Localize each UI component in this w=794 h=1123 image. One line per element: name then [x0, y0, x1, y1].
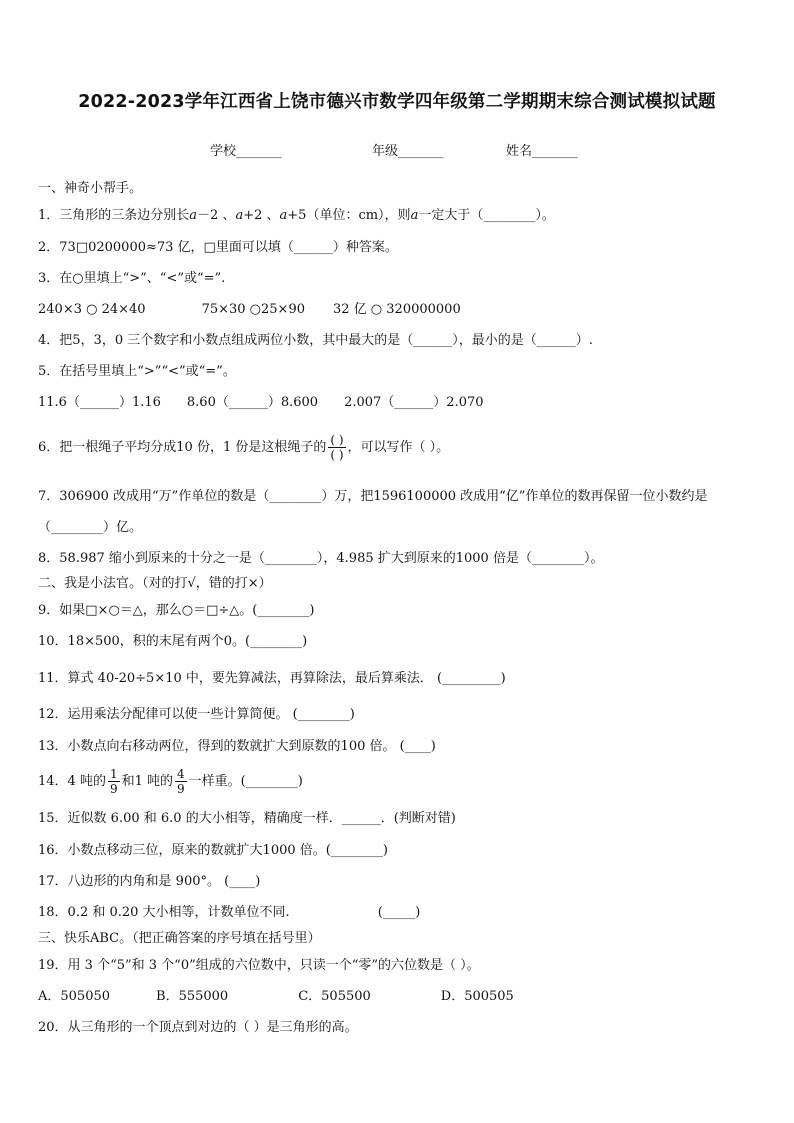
question-10: 10．18×500，积的末尾有两个0。(________)	[38, 634, 308, 649]
question-19-options	[38, 989, 514, 1005]
question-9: 9．如果□×○＝△，那么○＝□÷△。(________)	[38, 603, 315, 618]
section-heading-1: 一、神奇小帮手。	[38, 181, 143, 196]
question-5: 5．在括号里填上“>”“<”或“=”。	[38, 364, 236, 379]
question-4: 4．把5，3，0 三个数字和小数点组成两位小数，其中最大的是（______），最小的是（______）.	[38, 333, 593, 348]
q3-item-a: 240×3 ○ 24×40	[38, 302, 146, 317]
grade-field: 年级_______	[372, 144, 444, 159]
option-a: A．505050	[38, 989, 111, 1004]
question-16: 16．小数点移动三位，原来的数就扩大1000 倍。(________)	[38, 843, 388, 858]
section-heading-2: 二、我是小法官。（对的打√，错的打×）	[38, 576, 272, 591]
question-13: 13．小数点向右移动两位，得到的数就扩大到原数的100 倍。 (____)	[38, 739, 436, 754]
q5-item-b: 8.60（______）8.600	[186, 395, 319, 410]
question-19: 19．用 3 个“5”和 3 个“0”组成的六位数中，只读一个“零”的六位数是（ ）。	[38, 958, 480, 973]
fraction-four-ninths: $\frac{4}{9}$	[177, 767, 185, 796]
question-15: 15．近似数 6.00 和 6.0 的大小相等，精确度一样．______．(判断对错)	[38, 811, 456, 826]
option-b: B．555000	[156, 989, 229, 1004]
question-5-row	[38, 395, 484, 411]
question-3: 3．在○里填上“>”、“<”或“=”.	[38, 271, 226, 286]
option-d: D．500505	[440, 989, 514, 1004]
question-6: 6．把一根绳子平均分成10 份，1 份是这根绳子的 $\frac{( )}{( )}$ ，可以写作（ ）。	[38, 433, 450, 462]
question-7-line-1: 7．306900 改成用“万”作单位的数是（________）万，把1596100000 改成用“亿”作单位的数再保留一位小数约是	[38, 489, 708, 504]
question-20: 20．从三角形的一个顶点到对边的（ ）是三角形的高。	[38, 1020, 358, 1035]
fraction-one-ninth: $\frac{1}{9}$	[109, 767, 118, 796]
question-7-line-2: （________）亿。	[38, 520, 143, 535]
question-12: 12．运用乘法分配律可以使一些计算简便。 (________)	[38, 707, 355, 722]
question-8: 8．58.987 缩小到原来的十分之一是（________），4.985 扩大到原来的1000 倍是（________）。	[38, 551, 604, 566]
question-1: 1．三角形的三条边分别长a－2 、a+2 、a+5（单位：cm），则a一定大于（________）。	[38, 208, 555, 223]
q3-item-b: 75×30 ○25×90	[201, 302, 305, 317]
question-2: 2．73□0200000≈73 亿，□里面可以填（______）种答案。	[38, 240, 398, 255]
question-18: 18．0.2 和 0.20 大小相等，计数单位不同. (_____)	[38, 905, 421, 920]
option-c: C．505500	[298, 989, 371, 1004]
q3-item-c: 32 亿 ○ 320000000	[333, 302, 461, 317]
name-field: 姓名_______	[506, 144, 578, 159]
q5-item-c: 2.007（______）2.070	[344, 395, 484, 410]
question-14: 14．4 吨的 $\frac{1}{9}$ 和1 吨的 $\frac{4}{9}$ 一样重。(________)	[38, 767, 303, 796]
fraction-blank: $\frac{( )}{( )}$	[330, 433, 344, 462]
question-11: 11．算式 40-20÷5×10 中，要先算减法，再算除法，最后算乘法． (_________)	[38, 671, 506, 686]
school-field: 学校_______	[210, 144, 282, 159]
page-title: 2022-2023学年江西省上饶市德兴市数学四年级第二学期期末综合测试模拟试题	[78, 92, 716, 112]
question-3-row	[38, 302, 461, 318]
section-heading-3: 三、快乐ABC。（把正确答案的序号填在括号里）	[38, 931, 321, 946]
question-17: 17．八边形的内角和是 900°。 (____)	[38, 874, 261, 889]
q5-item-a: 11.6（______）1.16	[38, 395, 161, 410]
